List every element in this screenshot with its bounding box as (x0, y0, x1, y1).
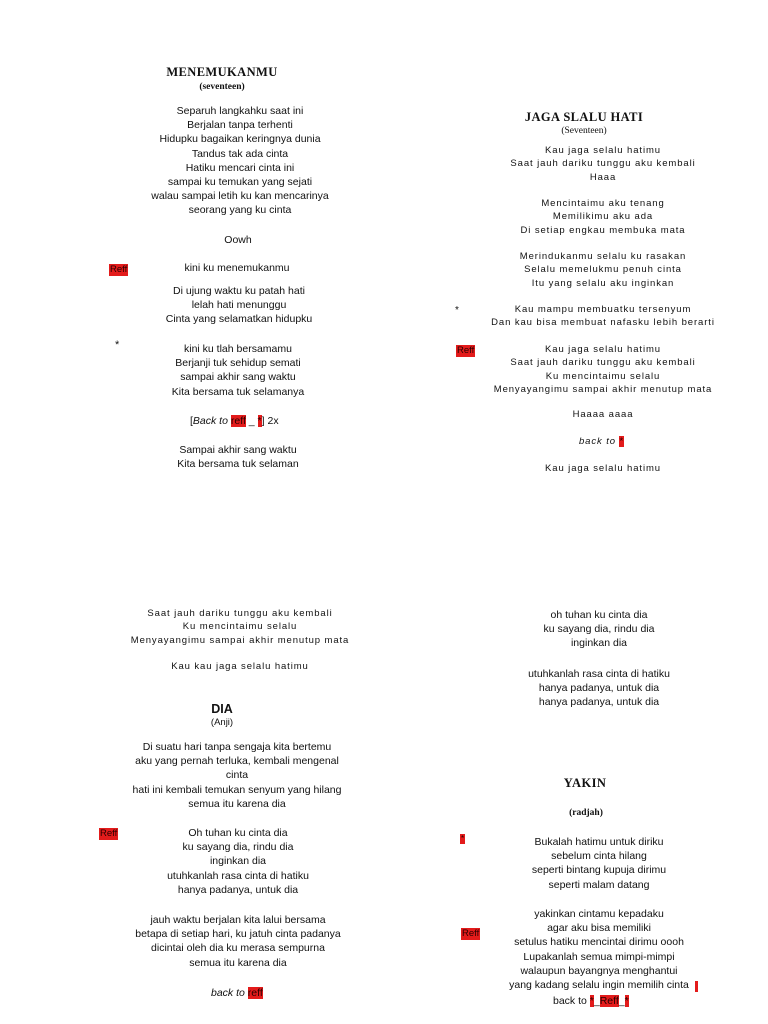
lyric-line: yang kadang selalu ingin memilih cinta (509, 979, 689, 992)
song1-verse (151, 104, 328, 218)
lyric-line: seorang yang ku cinta (188, 204, 292, 217)
back-to-label: Back to (192, 415, 228, 427)
lyric-line: jauh waktu berjalan kita lalui bersama (150, 914, 326, 926)
star-highlight: * (257, 415, 262, 427)
lyric-line: lelah hati menunggu (191, 299, 287, 312)
lyric-line: seperti malam datang (548, 878, 650, 891)
lyric-line: inginkan dia (570, 637, 628, 650)
star-highlight: * (619, 436, 625, 447)
separator: _ (618, 995, 625, 1007)
lyric-line: semua itu karena dia (189, 956, 287, 969)
lyric-line: oh tuhan ku cinta dia (550, 609, 648, 621)
back-to-reff-line (190, 414, 279, 428)
song-artist-seventeen: (Seventeen) (561, 126, 607, 136)
lyric-line: Itu yang selalu aku inginkan (531, 277, 675, 289)
lyric-line: Kita bersama tuk selaman (177, 458, 299, 471)
lyric-line: Kau jaga selalu hatimu (545, 344, 661, 355)
song2-star-verse (491, 303, 715, 330)
lyric-line: utuhkanlah rasa cinta di hatiku (528, 668, 670, 680)
back-to-reff-line (211, 986, 263, 1000)
song4-verse1 (532, 835, 666, 892)
song2-cont-last: Kau kau jaga selalu hatimu (171, 661, 309, 672)
reff-highlight: reff (247, 987, 263, 999)
lyric-line: Haaa (589, 171, 617, 183)
lyric-line: Tandus tak ada cinta (191, 147, 289, 160)
lyric-line: betapa di setiap hari, ku jatuh cinta padanya (135, 928, 341, 941)
lyric-line: inginkan dia (209, 855, 267, 868)
song2-cont-verse (131, 607, 350, 647)
lyric-line: Separuh langkahku saat ini (176, 105, 304, 117)
lyric-line: walau sampai letih ku kan mencarinya (151, 190, 329, 203)
lyric-line: agar aku bisa memiliki (547, 922, 651, 935)
star-highlight: * (589, 995, 594, 1007)
lyric-line: Bukalah hatimu untuk diriku (534, 836, 664, 848)
song2-verse1 (510, 144, 695, 184)
lyric-line: semua itu karena dia (188, 797, 286, 810)
song-title-dia: DIA (211, 702, 233, 716)
song3-verse1 (133, 740, 342, 811)
lyric-line: Cinta yang selamatkan hidupku (165, 313, 313, 326)
lyric-line: Saat jauh dariku tunggu aku kembali (147, 608, 333, 619)
back-to-star-line (579, 435, 624, 449)
song1-star-verse (172, 342, 304, 399)
reff-line: kini ku menemukanmu (184, 262, 290, 274)
lyric-line: Menyayangimu sampai akhir menutup mata (493, 384, 713, 396)
reff-marker: Reff (110, 264, 128, 275)
lyric-line: walaupun bayangnya menghantui (520, 964, 678, 977)
lyric-line: Oh tuhan ku cinta dia (188, 827, 288, 839)
song3-verse2 (135, 913, 340, 970)
lyric-line: Berjanji tuk sehidup semati (175, 357, 301, 370)
song-title-yakin: YAKIN (563, 776, 607, 790)
song2-reff-verse (494, 343, 713, 397)
lyric-line: Ku mencintaimu selalu (182, 621, 298, 633)
repeat-label: ] 2x (261, 415, 279, 427)
lyric-line: Lupakanlah semua mimpi-mimpi (523, 950, 675, 963)
reff-highlight: Reff (599, 995, 619, 1007)
lyric-line: Saat jauh dariku tunggu aku kembali (510, 357, 696, 369)
lyric-line: Menyayangimu sampai akhir menutup mata (130, 634, 350, 646)
lyric-line: utuhkanlah rasa cinta di hatiku (167, 869, 309, 882)
reff-highlight: reff (230, 415, 246, 427)
reff-marker: Reff (457, 345, 475, 356)
lyric-line: sampai ku temukan yang sejati (167, 176, 313, 189)
back-to-label: back to (553, 995, 587, 1007)
red-cursor-mark (695, 981, 698, 992)
song3-reff-verse (167, 826, 309, 897)
lyric-line: hanya padanya, untuk dia (538, 682, 660, 695)
song-title-menemukanmu: MENEMUKANMU (166, 65, 278, 79)
lyric-line: Kau mampu membuatku tersenyum (514, 304, 692, 315)
lyric-line: hati ini kembali temukan senyum yang hilang (132, 783, 342, 796)
lyric-line: Berjalan tanpa terhenti (187, 119, 293, 132)
haaa-line: Haaaa aaaa (572, 409, 634, 420)
lyric-line: Hatiku mencari cinta ini (185, 161, 295, 174)
lyric-line: Saat jauh dariku tunggu aku kembali (510, 158, 696, 170)
lyric-line: cinta (225, 769, 249, 782)
song-artist-radjah: (radjah) (569, 808, 603, 818)
lyric-line: kini ku tlah bersamamu (184, 343, 292, 355)
star-marker: * (455, 305, 459, 316)
star-marker: * (115, 339, 120, 351)
song-artist-seventeen: (seventeen) (199, 82, 245, 92)
lyric-line: seperti bintang kupuja dirimu (531, 864, 667, 877)
lyric-line: Kita bersama tuk selamanya (171, 385, 305, 398)
lyric-line: Hidupku bagaikan keringnya dunia (159, 133, 321, 146)
separator: _ (593, 995, 600, 1007)
song3-cont-lines1 (544, 608, 655, 651)
star-marker: * (461, 834, 465, 843)
song2-last-line: Kau jaga selalu hatimu (545, 463, 661, 474)
song2-verse2 (521, 197, 686, 237)
bracket-open: [ (190, 415, 193, 427)
lyric-line: Ku mencintaimu selalu (545, 370, 661, 382)
lyric-line: ku sayang dia, rindu dia (543, 623, 655, 636)
lyric-line: aku yang pernah terluka, kembali mengenal (135, 755, 339, 768)
back-to-label: back to (579, 436, 616, 447)
separator: _ (248, 415, 255, 427)
song1-ending (177, 443, 298, 471)
song-artist-anji: (Anji) (210, 717, 234, 728)
lyric-line: Mencintaimu aku tenang (541, 198, 665, 209)
lyric-line: Merindukanmu selalu ku rasakan (519, 251, 687, 262)
back-to-label: back to (211, 987, 245, 999)
lyric-line: Memilikimu aku ada (552, 211, 654, 223)
oowh-line: Oowh (224, 234, 252, 246)
song2-verse3 (520, 250, 686, 290)
lyric-line: ku sayang dia, rindu dia (182, 841, 294, 854)
reff-marker: Reff (100, 828, 118, 839)
reff-marker: Reff (462, 928, 480, 939)
lyric-line: Dan kau bisa membuat nafasku lebih berarti (491, 317, 715, 329)
lyric-line: hanya padanya, untuk dia (538, 696, 660, 709)
lyric-line: Di ujung waktu ku patah hati (173, 285, 305, 297)
song4-reff-verse (509, 907, 689, 992)
lyric-line: Di suatu hari tanpa sengaja kita bertemu (142, 741, 332, 753)
lyric-line: yakinkan cintamu kepadaku (534, 908, 664, 920)
lyric-line: Selalu memelukmu penuh cinta (524, 264, 682, 276)
lyric-line: Kau jaga selalu hatimu (545, 145, 661, 156)
lyric-line: Sampai akhir sang waktu (179, 444, 297, 456)
song-title-jaga-slalu-hati: JAGA SLALU HATI (524, 110, 644, 124)
lyric-line: hanya padanya, untuk dia (177, 883, 299, 896)
back-to-reff-line (553, 994, 629, 1008)
lyric-line: sampai akhir sang waktu (180, 371, 296, 384)
lyric-line: dicintai oleh dia ku merasa sempurna (151, 942, 325, 955)
star-highlight: * (624, 995, 629, 1007)
lyric-line: setulus hatiku mencintai dirimu oooh (514, 936, 684, 949)
song3-cont-lines2 (528, 667, 670, 710)
lyric-line: sebelum cinta hilang (551, 850, 647, 863)
lyric-line: Di setiap engkau membuka mata (520, 224, 686, 236)
song1-reff-verse (166, 284, 313, 327)
